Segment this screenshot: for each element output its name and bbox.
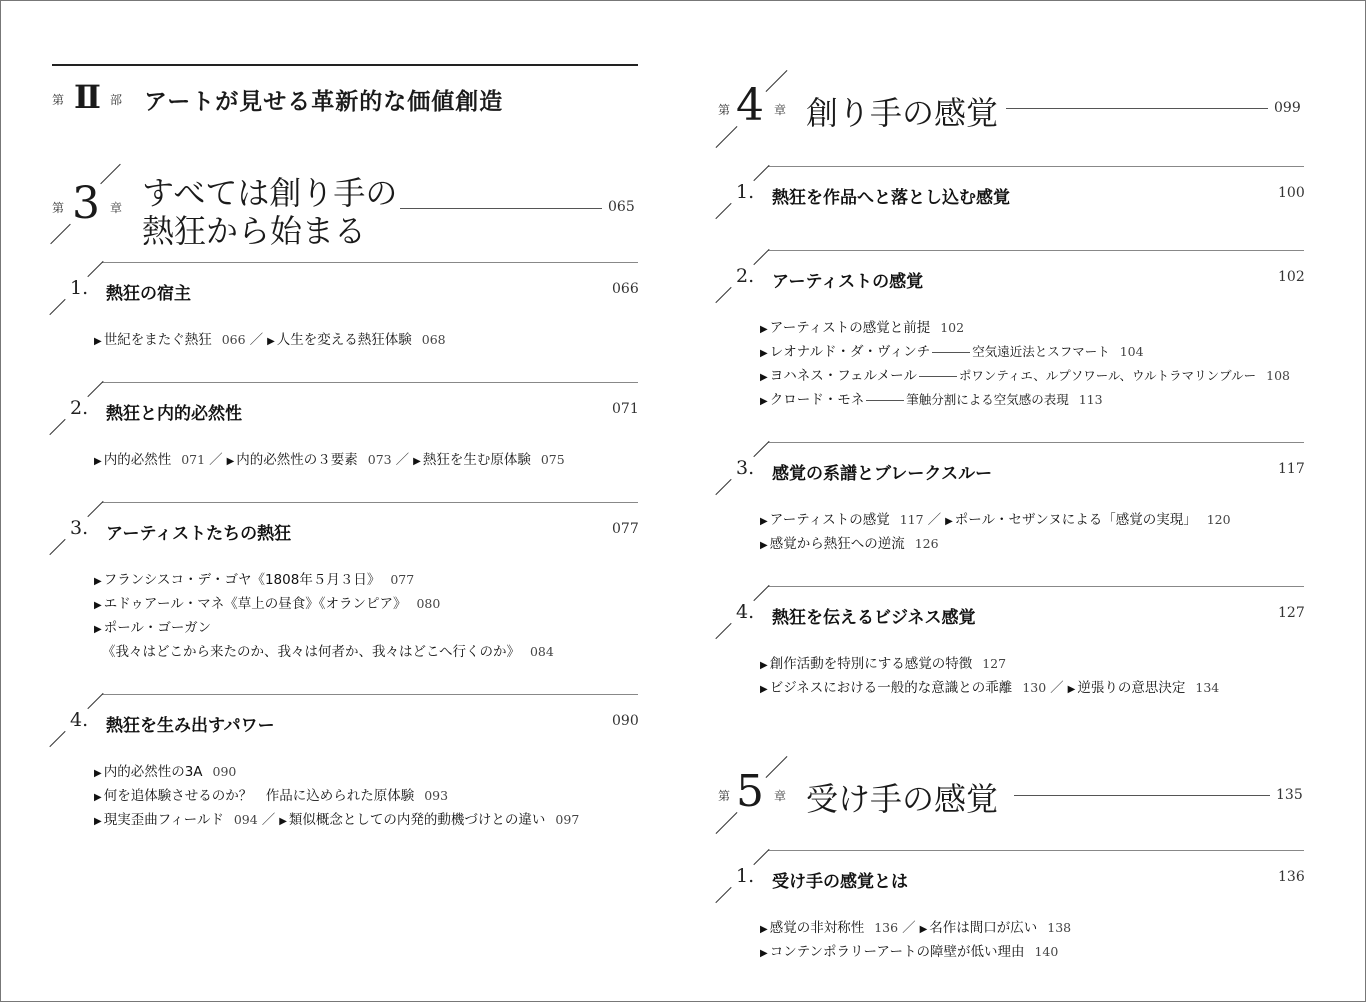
- item-line: ▶ ビジネスにおける一般的な意識との乖離 130 ／ ▶ 逆張りの意思決定 134: [760, 680, 1220, 696]
- section-number: 1.: [736, 865, 755, 887]
- item-line: ▶ 創作活動を特別にする感覚の特徴 127: [760, 656, 1007, 672]
- section-page: 090: [612, 713, 639, 729]
- section-rule: [768, 850, 1304, 851]
- chapter-title: 創り手の感覚: [806, 94, 999, 132]
- section-title: 熱狂を伝えるビジネス感覚: [772, 608, 976, 628]
- item-line: ▶ 内的必然性の3A 090: [94, 764, 237, 780]
- item-line: ▶ 感覚から熱狂への逆流 126: [760, 536, 939, 552]
- leader-line: [1014, 795, 1270, 796]
- section-page: 127: [1278, 605, 1305, 621]
- chapter-page: 099: [1274, 100, 1301, 116]
- item-line: 《我々はどこから来たのか、我々は何者か、我々はどこへ行くのか》 084: [102, 644, 554, 660]
- section-title: 熱狂を生み出すパワー: [106, 716, 275, 736]
- item-line: ▶ ポール・ゴーガン: [94, 620, 212, 636]
- item-line: ▶ レオナルド・ダ・ヴィンチ 空気遠近法とスフマート 104: [760, 344, 1144, 360]
- chapter-title-line2: 熱狂から始まる: [142, 212, 367, 250]
- section-rule: [768, 442, 1304, 443]
- section-rule: [768, 166, 1304, 167]
- section-number: 1.: [70, 277, 89, 299]
- section-number: 2.: [70, 397, 89, 419]
- item-line: ▶ 何を追体験させるのか？ 作品に込められた原体験 093: [94, 788, 449, 804]
- section-title: アーティストの感覚: [772, 272, 924, 292]
- item-line: ▶ 世紀をまたぐ熱狂 066 ／ ▶ 人生を変える熱狂体験 068: [94, 332, 446, 348]
- leader-line: [400, 208, 602, 209]
- section-page: 071: [612, 401, 639, 417]
- section-number: 1.: [736, 181, 755, 203]
- part-number: Ⅱ: [74, 78, 101, 116]
- item-line: ▶ 内的必然性 071 ／ ▶ 内的必然性の３要素 073 ／ ▶ 熱狂を生む原体験 075: [94, 452, 565, 468]
- section-page: 066: [612, 281, 639, 297]
- item-line: ▶ 現実歪曲フィールド 094 ／ ▶ 類似概念としての内発的動機づけとの違い 097: [94, 812, 580, 828]
- chapter-number: 4: [736, 80, 764, 131]
- section-title: 熱狂と内的必然性: [106, 404, 242, 424]
- chapter-dai: 第: [718, 789, 731, 803]
- section-number: 3.: [736, 457, 755, 479]
- chapter-dai: 第: [52, 201, 65, 215]
- section-page: 136: [1278, 869, 1305, 885]
- section-page: 117: [1278, 461, 1305, 477]
- item-line: ▶ アーティストの感覚 117 ／ ▶ ポール・セザンヌによる「感覚の実現」 120: [760, 512, 1231, 528]
- chapter-number: 5: [736, 766, 764, 817]
- top-rule: [52, 64, 638, 66]
- item-line: ▶ コンテンポラリーアートの障壁が低い理由 140: [760, 944, 1059, 960]
- chapter-sho: 章: [110, 201, 123, 215]
- item-line: ▶ エドゥアール・マネ《草上の昼食》《オランピア》 080: [94, 596, 441, 612]
- section-title: アーティストたちの熱狂: [106, 524, 292, 544]
- section-rule: [102, 502, 638, 503]
- section-page: 102: [1278, 269, 1305, 285]
- section-rule: [102, 262, 638, 263]
- section-rule: [768, 250, 1304, 251]
- section-title: 受け手の感覚とは: [772, 872, 908, 892]
- section-number: 4.: [70, 709, 89, 731]
- chapter-sho: 章: [774, 789, 787, 803]
- chapter-page: 135: [1276, 787, 1303, 803]
- leader-line: [1006, 108, 1268, 109]
- section-number: 4.: [736, 601, 755, 623]
- section-number: 2.: [736, 265, 755, 287]
- chapter-title-line1: すべては創り手の: [142, 174, 398, 212]
- section-title: 熱狂を作品へと落とし込む感覚: [772, 188, 1010, 208]
- part-title: アートが見せる革新的な価値創造: [144, 89, 504, 115]
- part-bu: 部: [110, 93, 123, 107]
- item-line: ▶ アーティストの感覚と前提 102: [760, 320, 965, 336]
- section-title: 感覚の系譜とブレークスルー: [772, 464, 993, 484]
- section-rule: [102, 694, 638, 695]
- chapter-title: 受け手の感覚: [806, 780, 999, 818]
- chapter-dai: 第: [718, 103, 731, 117]
- section-title: 熱狂の宿主: [106, 284, 191, 304]
- item-line: ▶ クロード・モネ 筆触分割による空気感の表現 113: [760, 392, 1103, 408]
- item-line: ▶ ヨハネス・フェルメール ポワンティエ、ルプソワール、ウルトラマリンブルー 108: [760, 368, 1290, 384]
- chapter-number: 3: [72, 178, 100, 229]
- chapter-sho: 章: [774, 103, 787, 117]
- section-rule: [102, 382, 638, 383]
- section-page: 077: [612, 521, 639, 537]
- section-rule: [768, 586, 1304, 587]
- section-number: 3.: [70, 517, 89, 539]
- item-line: ▶ フランシスコ・デ・ゴヤ《1808年５月３日》 077: [94, 572, 415, 588]
- section-page: 100: [1278, 185, 1305, 201]
- item-line: ▶ 感覚の非対称性 136 ／ ▶ 名作は間口が広い 138: [760, 920, 1072, 936]
- part-dai: 第: [52, 93, 65, 107]
- chapter-page: 065: [608, 199, 635, 215]
